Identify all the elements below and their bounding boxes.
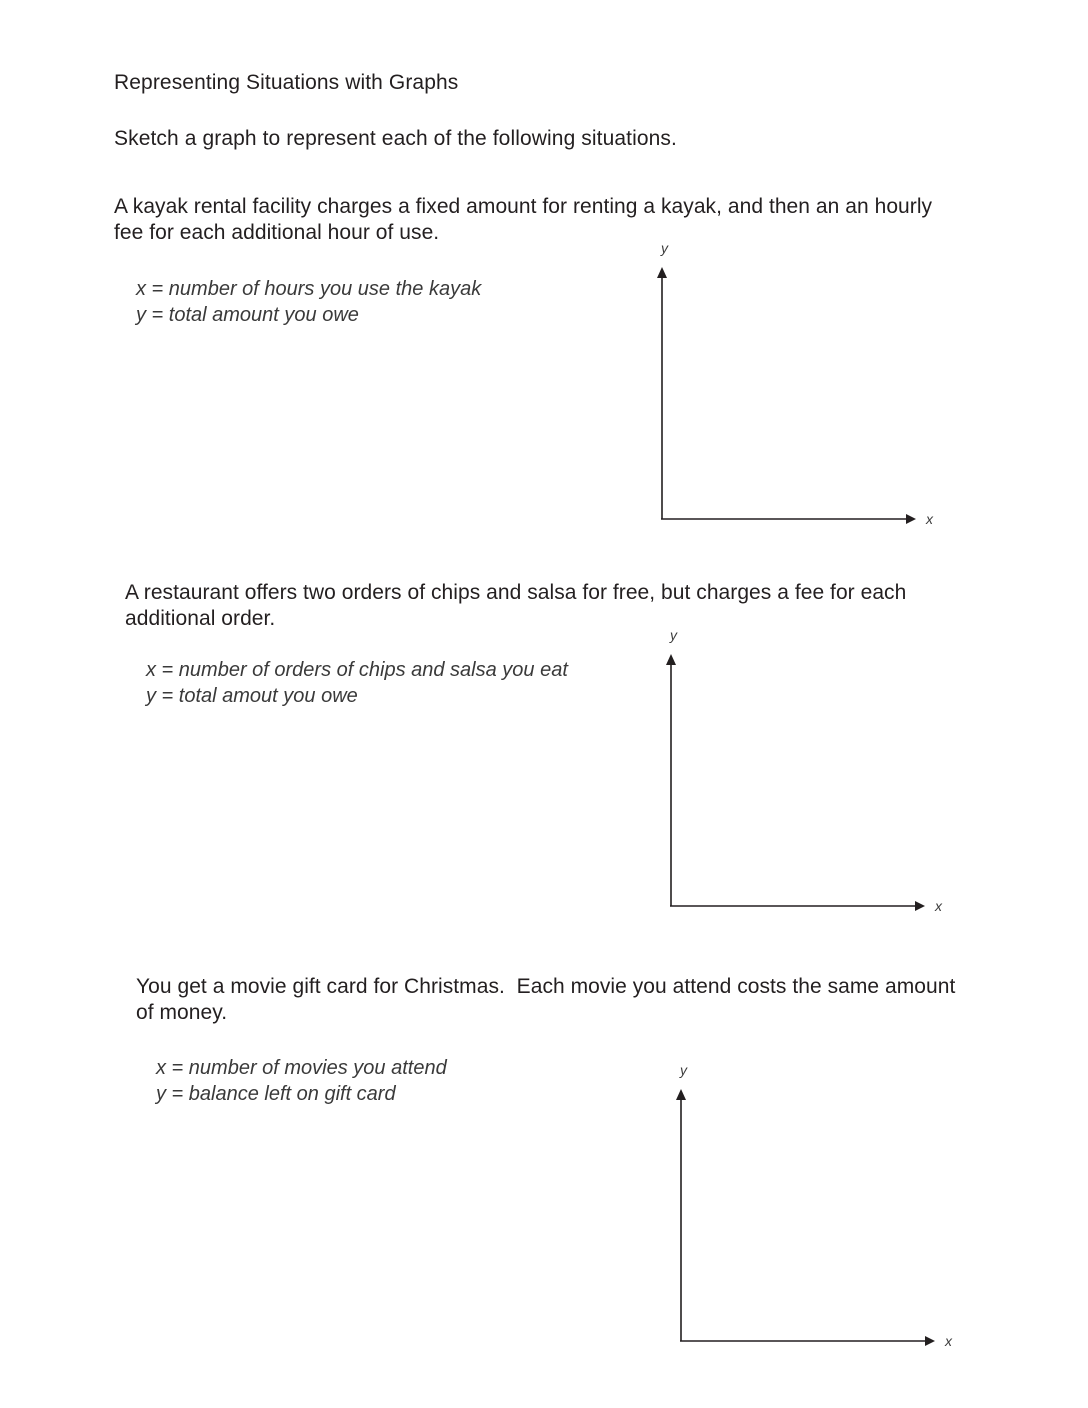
problem-1-y-definition: y = total amount you owe <box>136 304 359 326</box>
problem-3-x-label: x <box>945 1333 952 1349</box>
problem-1-axes <box>640 236 940 536</box>
page-title: Representing Situations with Graphs <box>114 71 459 94</box>
problem-3-y-definition: y = balance left on gift card <box>156 1083 396 1105</box>
problem-2-x-definition: x = number of orders of chips and salsa you eat <box>146 659 568 681</box>
problem-2-y-label: y <box>670 627 677 643</box>
problem-2-variables <box>146 657 568 709</box>
problem-3-variables <box>156 1055 447 1107</box>
problem-3-prompt <box>136 974 955 1026</box>
problem-2-y-definition: y = total amout you owe <box>146 685 358 707</box>
problem-3-y-label: y <box>680 1062 687 1078</box>
problem-2-prompt-line-1: A restaurant offers two orders of chips and salsa for free, but charges a fee for each <box>125 581 907 604</box>
problem-1-x-arrow-icon <box>906 514 916 524</box>
problem-1-x-definition: x = number of hours you use the kayak <box>136 278 482 300</box>
problem-2-axes <box>649 623 949 923</box>
problem-3-axes <box>659 1058 959 1358</box>
problem-3-prompt-line-1: You get a movie gift card for Christmas. Each movie you attend costs the same amount <box>136 975 956 998</box>
problem-2-prompt-line-2: additional order. <box>125 607 276 630</box>
problem-1-y-label: y <box>661 240 668 256</box>
problem-3-y-arrow-icon <box>676 1089 686 1100</box>
problem-1-y-arrow-icon <box>657 267 667 278</box>
problem-1-x-label: x <box>926 511 933 527</box>
problem-2-y-arrow-icon <box>666 654 676 665</box>
problem-1-variables <box>136 276 481 328</box>
problem-3-x-definition: x = number of movies you attend <box>156 1057 447 1079</box>
problem-3-x-arrow-icon <box>925 1336 935 1346</box>
problem-2-x-label: x <box>935 898 942 914</box>
instructions: Sketch a graph to represent each of the following situations. <box>114 127 677 150</box>
problem-1-prompt-line-1: A kayak rental facility charges a fixed amount for renting a kayak, and then an an hourly <box>114 195 933 218</box>
problem-2-x-arrow-icon <box>915 901 925 911</box>
problem-3-prompt-line-2: of money. <box>136 1001 228 1024</box>
problem-1-prompt-line-2: fee for each additional hour of use. <box>114 221 440 244</box>
